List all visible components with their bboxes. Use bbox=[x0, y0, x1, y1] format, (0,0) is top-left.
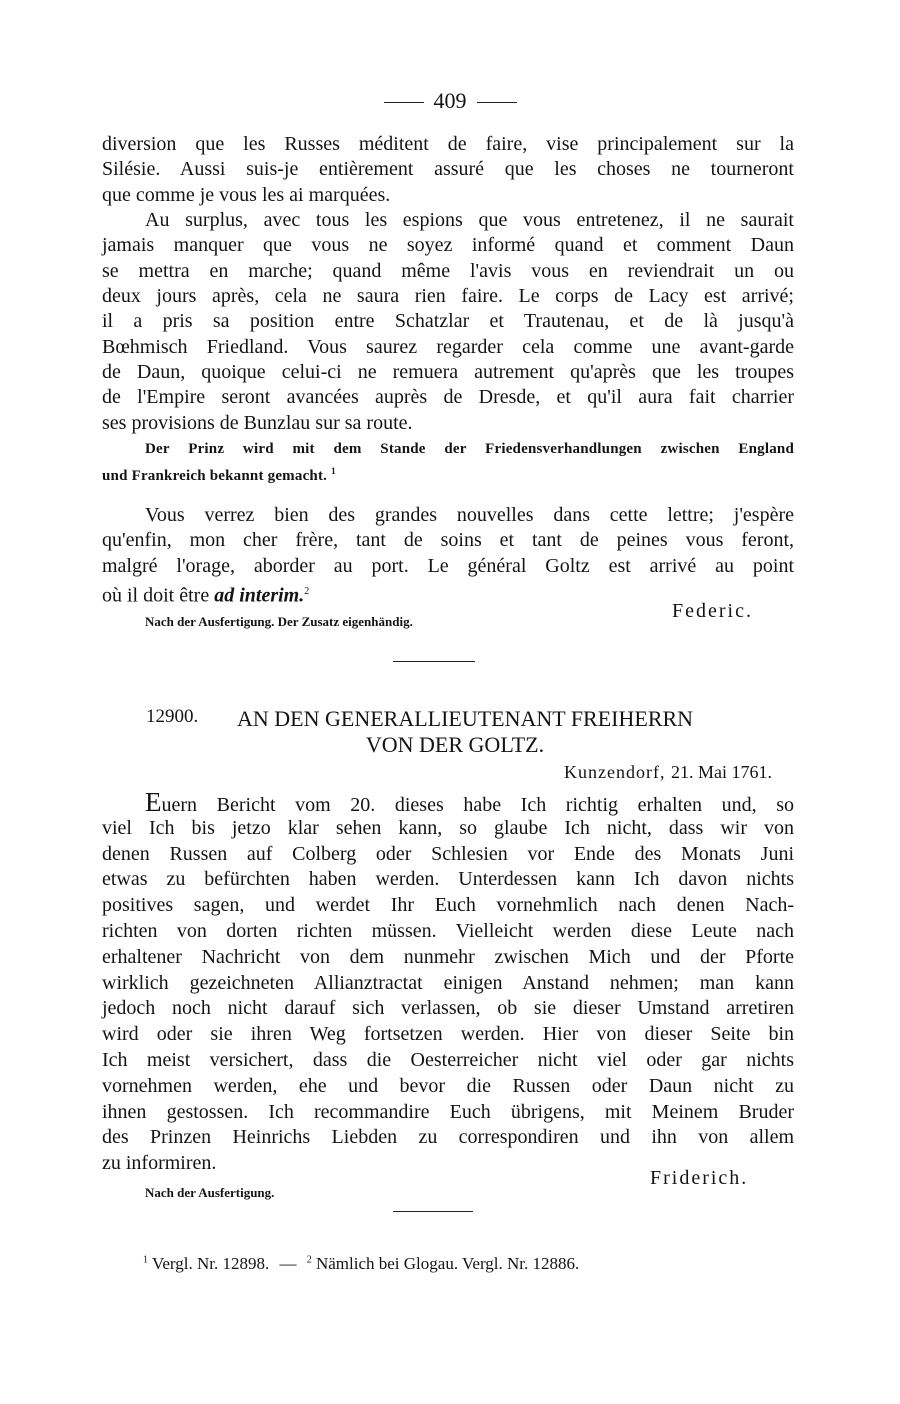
letter1-line: diversion que les Russes méditent de faire, vise principalement sur la bbox=[102, 133, 794, 155]
dateline-place: Kunzendorf, bbox=[564, 762, 666, 782]
letter2-line: jedoch noch nicht darauf sich verlassen, ob sie dieser Umstand arretiren bbox=[102, 997, 794, 1020]
letter2-text: uern Bericht vom 20. dieses habe Ich richtig erhalten und, so bbox=[161, 794, 794, 816]
letter2-line: ihnen gestossen. Ich recommandire Euch übrigens, mit Meinem Bruder bbox=[102, 1100, 794, 1123]
letter2-line: des Prinzen Heinrichs Liebden zu correspondiren und ihn von allem bbox=[102, 1126, 794, 1149]
letter2-line bbox=[102, 787, 794, 818]
section-divider bbox=[393, 661, 475, 662]
footnote-ref-2: 2 bbox=[304, 586, 310, 597]
postscript-italic: ad interim. bbox=[214, 584, 305, 607]
letter1-line: ses provisions de Bunzlau sur sa route. bbox=[102, 411, 413, 434]
footnotes bbox=[143, 1254, 579, 1274]
letter1-line: Au surplus, avec tous les espions que vous entretenez, il ne saurait bbox=[145, 209, 794, 231]
footnote-mark-2: 2 bbox=[306, 1254, 312, 1266]
footnote-separator: — bbox=[279, 1254, 297, 1273]
letter2-line: vornehmen werden, ehe und bevor die Russen oder Daun nicht zu bbox=[102, 1074, 794, 1097]
initial-letter: E bbox=[145, 787, 162, 817]
postscript-text: où il doit être bbox=[102, 584, 210, 607]
page-number-text: 409 bbox=[433, 88, 467, 113]
postscript-line: qu'enfin, mon cher frère, tant de soins et tant de peines vous feront, bbox=[102, 529, 794, 552]
letter2-line: Ich meist versichert, dass die Oesterreicher nicht viel oder gar nichts bbox=[102, 1049, 794, 1071]
letter2-line: richten von dorten richten müssen. Vielleicht werden diese Leute nach bbox=[102, 920, 794, 942]
editorial-note-line bbox=[102, 460, 794, 487]
footnote-divider bbox=[393, 1211, 473, 1212]
footnote-ref-1: 1 bbox=[331, 466, 336, 476]
footnote-1-text: Vergl. Nr. 12898. bbox=[151, 1254, 270, 1273]
letter2-line: zu informiren. bbox=[102, 1152, 217, 1175]
letter2-line: wirklich gezeichneten Allianztractat einigen Anstand nehmen; man kann bbox=[102, 971, 794, 994]
source-note: Nach der Ausfertigung. Der Zusatz eigenhändig. bbox=[145, 614, 413, 629]
letter2-line: etwas zu befürchten haben werden. Unterdessen kann Ich davon nichts bbox=[102, 868, 794, 891]
dateline-date: 21. Mai 1761. bbox=[671, 762, 772, 782]
postscript-line: Vous verrez bien des grandes nouvelles dans cette lettre; j'espère bbox=[145, 504, 794, 526]
letter-addressee: AN DEN GENERALLIEUTENANT FREIHERRN bbox=[237, 706, 694, 731]
editorial-note-text: und Frankreich bekannt gemacht. bbox=[102, 468, 328, 484]
letter1-line: que comme je vous les ai marquées. bbox=[102, 183, 391, 206]
letter1-line: jamais manquer que vous ne soyez informé quand et comment Daun bbox=[102, 234, 794, 257]
signature: Federic. bbox=[672, 600, 753, 622]
letter2-line: positives sagen, und werdet Ihr Euch vornehmlich nach denen Nach- bbox=[102, 894, 794, 917]
editorial-note-line: Der Prinz wird mit dem Stande der Friedensverhandlungen zwischen England bbox=[145, 441, 794, 457]
letter1-line: de l'Empire seront avancées auprès de Dresde, et qu'il aura fait charrier bbox=[102, 386, 794, 409]
signature: Friderich. bbox=[650, 1167, 749, 1189]
footnote-2-text: Nämlich bei Glogau. Vergl. Nr. 12886. bbox=[315, 1254, 580, 1273]
page-number bbox=[0, 88, 900, 114]
footnote-mark-1: 1 bbox=[143, 1254, 148, 1266]
letter1-line: deux jours après, cela ne saura rien faire. Le corps de Lacy est arrivé; bbox=[102, 285, 794, 307]
letter2-line: denen Russen auf Colberg oder Schlesien vor Ende des Monats Juni bbox=[102, 842, 794, 865]
source-note: Nach der Ausfertigung. bbox=[145, 1185, 275, 1200]
letter1-line: de Daun, quoique celui-ci ne remuera autrement qu'après que les troupes bbox=[102, 361, 794, 383]
letter2-line: wird oder sie ihren Weg fortsetzen werden. Hier von dieser Seite bin bbox=[102, 1023, 794, 1046]
dateline bbox=[564, 762, 772, 783]
letter1-line: Bœhmisch Friedland. Vous saurez regarder cela comme une avant-garde bbox=[102, 335, 794, 358]
letter2-line: viel Ich bis jetzo klar sehen kann, so glaube Ich nicht, dass wir von bbox=[102, 816, 794, 839]
postscript-line: malgré l'orage, aborder au port. Le général Goltz est arrivé au point bbox=[102, 554, 794, 577]
letter2-line: erhaltener Nachricht von dem nunmehr zwischen Mich und der Pforte bbox=[102, 945, 794, 968]
letter1-line: il a pris sa position entre Schatzlar et Trautenau, et de là jusqu'à bbox=[102, 310, 794, 333]
page-number-dash-left bbox=[384, 102, 424, 103]
page-number-dash-right bbox=[477, 102, 517, 103]
letter-number: 12900. bbox=[146, 706, 199, 727]
letter1-line: se mettra en marche; quand même l'avis vous en reviendrait un ou bbox=[102, 259, 794, 282]
letter-addressee-line2: VON DER GOLTZ. bbox=[365, 732, 545, 757]
letter1-line: Silésie. Aussi suis-je entièrement assuré que les choses ne tourneront bbox=[102, 158, 794, 181]
